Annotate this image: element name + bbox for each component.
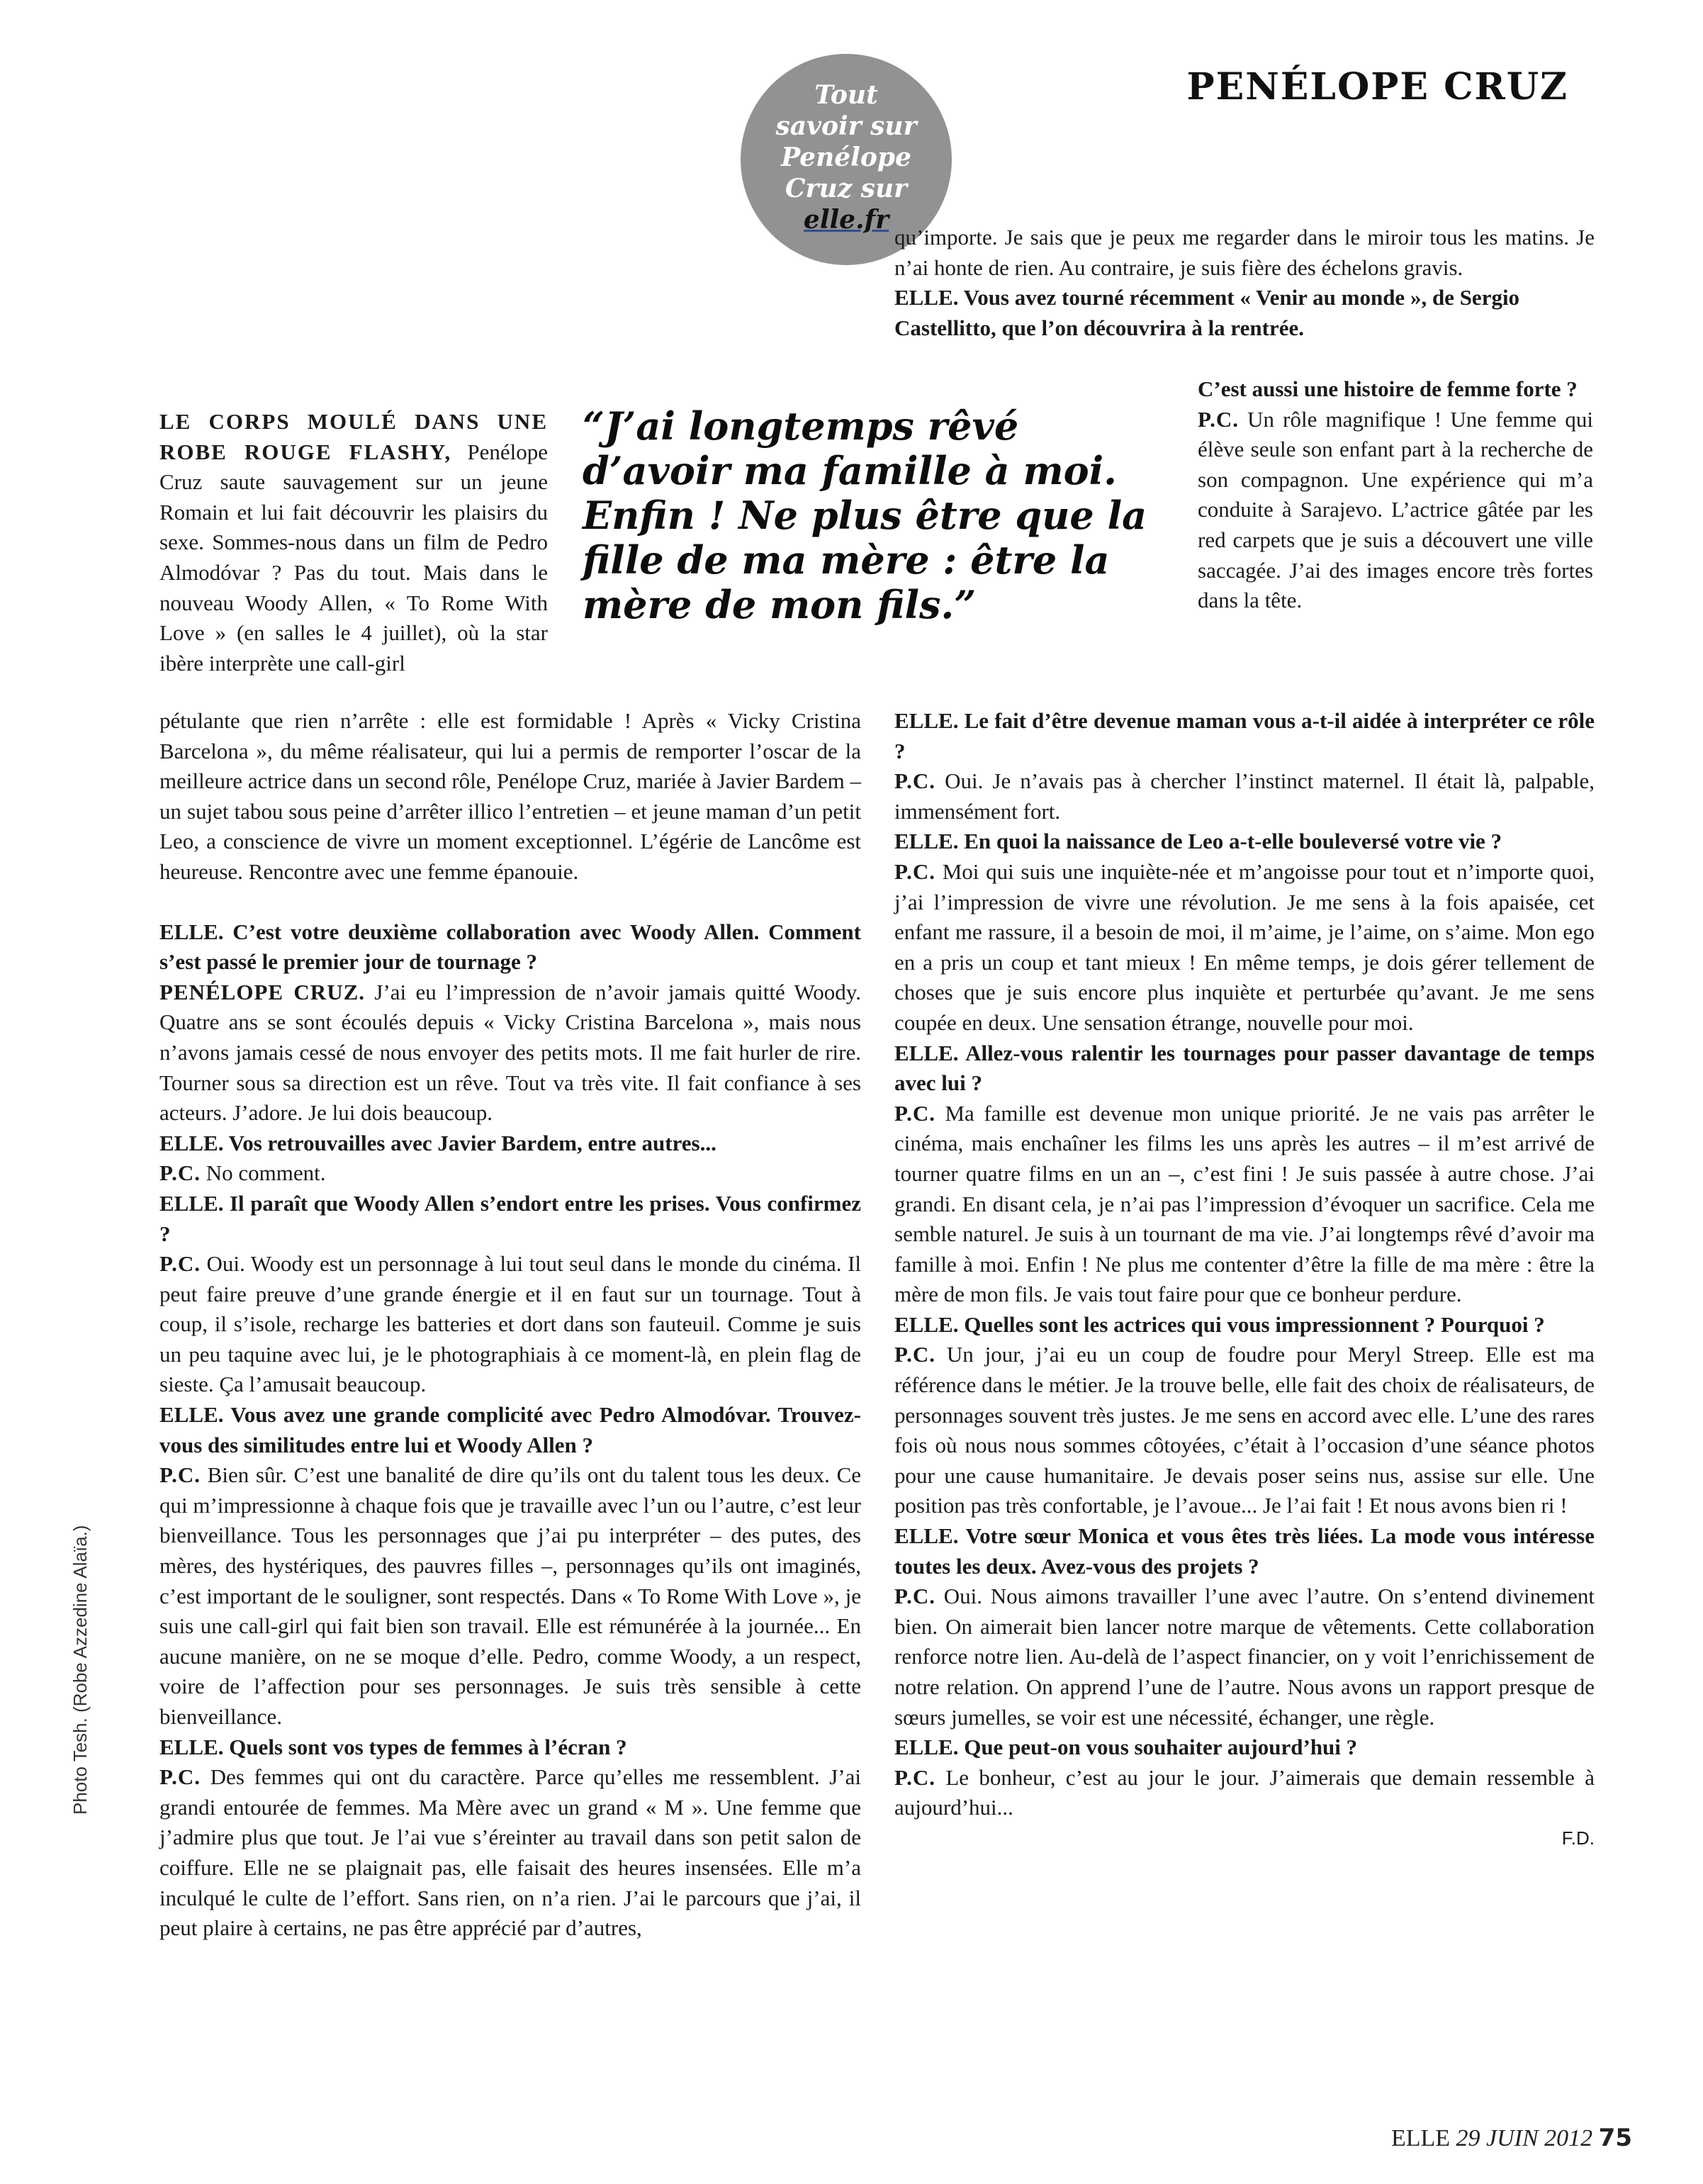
answer: Un rôle magnifique ! Une femme qui élève seule son enfant part à la recherche de son compagnon. Une expérience qui m’a conduite à Sarajevo. L’actrice gâtée par les red carpets que je suis a découvert une ville saccagée. J’ai des images encore très fortes dans la tête.: [1198, 406, 1593, 613]
intro-text: Penélope Cruz saute sauvagement sur un jeune Romain et lui fait découvrir les plaisirs du sexe. Sommes-nous dans un film de Pedro Almodóvar ? Pas du tout. Mais dans le nouveau Woody Allen, « To Rome With Love » (en salles le 4 juillet), où la star ibère interprète une call-girl: [159, 439, 548, 676]
qa-item: [159, 1189, 861, 1400]
answer-label: P.C.: [159, 1764, 201, 1790]
answer-label: P.C.: [894, 1584, 935, 1609]
qa-item: [894, 1038, 1595, 1310]
question: ELLE. Votre sœur Monica et vous êtes très liées. La mode vous intéresse toutes les deux. Avez-vous des projets ?: [894, 1523, 1595, 1579]
answer-label: P.C.: [159, 1160, 201, 1186]
question: ELLE. Que peut-on vous souhaiter aujourd’hui ?: [894, 1735, 1358, 1760]
answer-label: PENÉLOPE CRUZ.: [159, 979, 366, 1004]
answer: Un jour, j’ai eu un coup de foudre pour Meryl Streep. Elle est ma référence dans le métier. Je la trouve belle, elle fait des choix de réalisateurs, de personnages souvent très justes. Je me sens en accord avec elle. L’une des rares fois où nous nous sommes côtoyées, c’était à l’occasion d’une séance photos pour une cause humanitaire. Je devais poser seins nus, assise sur elle. Une position pas très confortable, je l’avoue... Je l’ai fait ! Et nous avons bien ri !: [894, 1342, 1595, 1518]
badge-line: Penélope: [781, 142, 911, 172]
badge-link[interactable]: elle.fr: [803, 205, 889, 235]
question: ELLE. Vous avez une grande complicité avec Pedro Almodóvar. Trouvez-vous des similitudes entre lui et Woody Allen ?: [159, 1402, 861, 1457]
left-column: [159, 706, 861, 1944]
badge-line: Tout: [814, 80, 878, 110]
qa-item: [894, 827, 1595, 1038]
question-continued: C’est aussi une histoire de femme forte ?: [1198, 376, 1578, 401]
answer-label: P.C.: [894, 1764, 935, 1790]
qa-item: [894, 1732, 1595, 1823]
qa-item: [159, 1732, 861, 1944]
footer-magazine: ELLE: [1390, 2125, 1451, 2151]
answer-label: P.C.: [1198, 406, 1239, 432]
page-footer: [1391, 2124, 1632, 2152]
footer-date: 29 JUIN 2012: [1456, 2125, 1593, 2151]
answer: Oui. Nous aimons travailler l’une avec l’autre. On s’entend divinement bien. On aimerait bien lancer notre marque de vêtements. Cette collaboration renforce notre lien. Au-delà de l’aspect financier, on y voit l’enrichissement de notre relation. On apprend l’une de l’autre. Nous avons un rapport presque de sœurs jumelles, se voir est une nécessité, échanger, une règle.: [894, 1584, 1595, 1730]
badge-line: savoir sur: [775, 111, 917, 141]
qa-item: [159, 917, 861, 1129]
question: ELLE. Le fait d’être devenue maman vous a-t-il aidée à interpréter ce rôle ?: [894, 708, 1595, 763]
answer: J’ai eu l’impression de n’avoir jamais quitté Woody. Quatre ans se sont écoulés depuis « Vicky Cristina Barcelona », mais nous n’avons jamais cessé de nous envoyer des petits mots. Il me fait hurler de rire. Tourner sous sa direction est un rêve. Tout va très vite. Il fait confiance à ses acteurs. J’adore. Je lui dois beaucoup.: [159, 979, 861, 1126]
page-number: 75: [1598, 2124, 1632, 2152]
qa-item: [894, 706, 1595, 827]
question: ELLE. Il paraît que Woody Allen s’endort entre les prises. Vous confirmez ?: [159, 1190, 861, 1246]
right-narrow-column: [1198, 374, 1593, 616]
question: ELLE. Vos retrouvailles avec Javier Bardem, entre autres...: [159, 1130, 716, 1155]
right-column-top: [894, 223, 1595, 343]
answer: Oui. Woody est un personnage à lui tout seul dans le monde du cinéma. Il peut faire preuve d’une grande énergie et il en faut sur un tournage. Tout à coup, il s’isole, recharge les batteries et dort dans son fauteuil. Comme je suis un peu taquine avec lui, je le photographiais à ce moment-là, en plein flag de sieste. Ça l’amusait beaucoup.: [159, 1251, 862, 1397]
question: ELLE. Quels sont vos types de femmes à l’écran ?: [159, 1734, 627, 1759]
badge-line: Cruz sur: [785, 174, 908, 203]
right-column: [894, 706, 1595, 1854]
photo-credit: Photo Tesh. (Robe Azzedine Alaïa.): [69, 1525, 91, 1815]
answer: Moi qui suis une inquiète-née et m’angoisse pour tout et n’importe quoi, j’ai l’impression de vivre une révolution. Je me sens à la fois apaisée, cet enfant me rassure, il a besoin de moi, il m’aime, je l’aime, on s’aime. Mon ego en a pris un coup et tant mieux ! En même temps, je dois gérer tellement de choses que je suis encore plus inquiète et perturbée qu’avant. Je me sens coupée en deux. Une sensation étrange, nouvelle pour moi.: [894, 858, 1595, 1035]
question: ELLE. En quoi la naissance de Leo a-t-elle bouleversé votre vie ?: [894, 829, 1502, 854]
question: ELLE. Vous avez tourné récemment « Venir au monde », de Sergio Castellitto, que l’on découvrira à la rentrée.: [894, 285, 1520, 340]
answer: Le bonheur, c’est au jour le jour. J’aimerais que demain ressemble à aujourd’hui...: [894, 1764, 1595, 1820]
pull-quote: “J’ai longtemps rêvé d’avoir ma famille à moi. Enfin ! Ne plus être que la fille de ma mère : être la mère de mon fils.”: [583, 403, 1147, 627]
answer: No comment.: [206, 1160, 326, 1186]
qa-item: [894, 1521, 1595, 1732]
continuation-text: qu’importe. Je sais que je peux me regarder dans le miroir tous les matins. Je n’ai honte de rien. Au contraire, je suis fière des échelons gravis.: [894, 225, 1595, 280]
answer-label: P.C.: [894, 858, 935, 884]
answer-label: P.C.: [159, 1251, 201, 1277]
qa-item: [159, 1400, 861, 1732]
intro-lead: LE CORPS MOULÉ DANS UNE ROBE ROUGE FLASHY,: [159, 409, 548, 464]
author-signature: F.D.: [1561, 1827, 1595, 1849]
answer-label: P.C.: [159, 1462, 201, 1488]
intro-continuation: pétulante que rien n’arrête : elle est formidable ! Après « Vicky Cristina Barcelona », du même réalisateur, qui lui a permis de remporter l’oscar de la meilleure actrice dans un second rôle, Penélope Cruz, mariée à Javier Bardem – un sujet tabou sous peine d’arrêter illico l’entretien – et jeune maman d’un petit Leo, a conscience de vivre un moment exceptionnel. L’égérie de Lancôme est heureuse. Rencontre avec une femme épanouie.: [159, 708, 861, 884]
question: ELLE. Quelles sont les actrices qui vous impressionnent ? Pourquoi ?: [894, 1311, 1545, 1337]
answer-label: P.C.: [894, 1342, 935, 1367]
qa-item: [159, 1129, 861, 1189]
answer-label: P.C.: [894, 768, 935, 794]
page-header-title: PENÉLOPE CRUZ: [1186, 65, 1568, 108]
question: ELLE. Allez-vous ralentir les tournages pour passer davantage de temps avec lui ?: [894, 1040, 1595, 1096]
answer: Des femmes qui ont du caractère. Parce qu’elles me ressemblent. J’ai grandi entourée de femmes. Ma Mère avec un grand « M ». Une femme que j’admire plus que tout. Je l’ai vue s’éreinter au travail dans son petit salon de coiffure. Elle ne se plaignait pas, elle faisait des heures insensées. Elle m’a inculqué le culte de l’effort. Sans rien, on n’a rien. J’ai le parcours que j’ai, il peut plaire à certains, ne pas être apprécié par d’autres,: [159, 1764, 862, 1941]
qa-item: [894, 1310, 1595, 1521]
answer: Bien sûr. C’est une banalité de dire qu’ils ont du talent tous les deux. Ce qui m’impressionne à chaque fois que je travaille avec l’un ou l’autre, c’est leur bienveillance. Tous les personnages que j’ai pu interpréter – des putes, des mères, des hystériques, des pauvres filles –, personnages qu’ils ont imaginés, c’est important de le souligner, sont respectés. Dans « To Rome With Love », je suis une call-girl qui fait bien son travail. Elle est rémunérée à la journée... En aucune manière, on ne se moque d’elle. Pedro, comme Woody, a un respect, voire de l’affection pour ses personnages. Je suis très sensible à cette bienveillance.: [159, 1462, 862, 1729]
answer: Ma famille est devenue mon unique priorité. Je ne vais pas arrêter le cinéma, mais enchaîner les films les uns après les autres – il m’est arrivé de tourner quatre films en un an –, c’est fini ! Je suis passée à autre chose. J’ai grandi. En disant cela, je n’ai pas l’impression d’évoquer un sacrifice. Cela me semble naturel. Je suis à un tournant de ma vie. J’ai longtemps rêvé d’avoir ma famille à moi. Enfin ! Ne plus me contenter d’être la fille de ma mère : être la mère de mon fils. Je vais tout faire pour que ce bonheur perdure.: [894, 1100, 1595, 1307]
intro-column: [159, 407, 548, 678]
question: ELLE. C’est votre deuxième collaboration avec Woody Allen. Comment s’est passé le premier jour de tournage ?: [159, 919, 861, 975]
answer: Oui. Je n’avais pas à chercher l’instinct maternel. Il était là, palpable, immensément fort.: [894, 768, 1595, 824]
answer-label: P.C.: [894, 1100, 935, 1126]
